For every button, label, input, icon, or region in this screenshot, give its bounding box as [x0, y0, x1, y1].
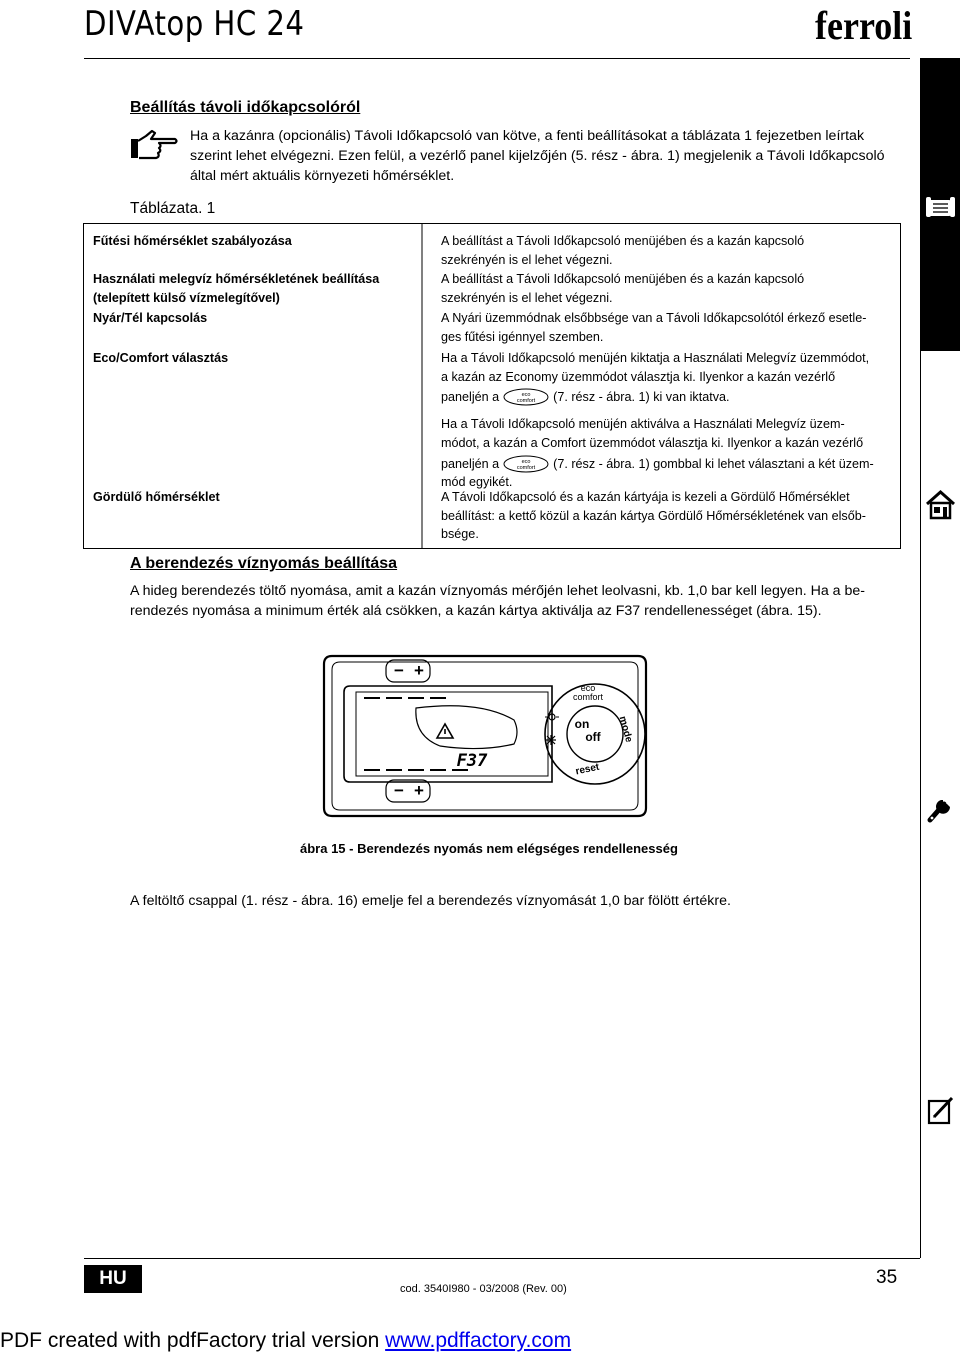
on-off-button[interactable] — [575, 717, 602, 744]
badge-comfort-label: comfort — [516, 398, 536, 405]
cell-text: Nyár/Tél kapcsolás — [93, 311, 208, 325]
cell-text: a kazán az Economy üzemmódot választja ki. Ilyenkor a kazán vezérlő — [441, 369, 836, 384]
heating-minus-button[interactable] — [386, 660, 430, 682]
eco-comfort-button-icon — [503, 388, 549, 406]
eco-label: eco — [580, 683, 596, 693]
reset-button[interactable] — [575, 762, 601, 778]
table-row-1-label — [93, 232, 413, 251]
badge-eco-label: eco — [521, 458, 531, 465]
control-panel-figure — [320, 648, 650, 824]
notes-icon — [924, 1093, 957, 1126]
dhw-minus-button[interactable] — [386, 780, 430, 802]
cell-text: módot, a kazán a Comfort üzemmódot választja ki. Ilyenkor a kazán vezérlő — [441, 435, 864, 450]
cell-text-with-badge — [441, 388, 893, 407]
table-row-1-value — [441, 232, 893, 269]
house-icon — [924, 488, 957, 521]
cell-text: (7. rész - ábra. 1) ki van iktatva. — [553, 390, 730, 405]
cell-text: Ha a Távoli Időkapcsoló menüjén aktiválva a Használati Melegvíz üzem- — [441, 417, 845, 432]
off-label: off — [585, 730, 601, 744]
cell-text: szekrényén is el lehet végezni. — [441, 290, 613, 305]
water-pressure-paragraph — [130, 581, 910, 621]
cell-text: Gördülő hőmérséklet — [93, 490, 220, 504]
cell-text: Használati melegvíz hőmérsékletének beállítása — [93, 272, 380, 286]
cell-text: Eco/Comfort választás — [93, 351, 229, 365]
reset-label: reset — [574, 761, 601, 778]
snowflake-icon — [546, 735, 556, 745]
cell-text: A Távoli Időkapcsoló és a kazán kártyája is kezeli a Gördülő Hőmérséklet — [441, 490, 850, 504]
cell-text: A Nyári üzemmódnak elsőbbsége van a Távoli Időkapcsolótól érkező esetle- — [441, 311, 867, 325]
page-number: 35 — [876, 1267, 898, 1288]
eco-comfort-button-icon — [503, 455, 549, 473]
badge-comfort-label: comfort — [516, 464, 536, 471]
table-row-2-label — [93, 270, 413, 307]
error-code-display: F37 — [456, 751, 488, 771]
comfort-label: comfort — [572, 692, 604, 702]
table-row-4-value — [441, 349, 893, 492]
cell-text-with-badge — [441, 455, 893, 474]
cell-text: Fűtési hőmérséklet szabályozása — [93, 234, 292, 248]
note-line: által mért aktuális környezeti hőmérséklet. — [190, 168, 455, 184]
table-row-2-value — [441, 270, 893, 307]
cell-text: beállítást: a kettő közül a kazán kártya Gördülő Hőmérsékletének van elsőb- — [441, 508, 866, 523]
cell-text: A beállítást a Távoli Időkapcsoló menüjében és a kazán kapcsoló — [441, 272, 805, 286]
pointing-hand-icon — [128, 128, 180, 164]
plus-label: + — [414, 661, 424, 680]
document-title: DIVAtop HC 24 — [84, 4, 305, 44]
wrench-icon — [924, 790, 957, 823]
pdffactory-link[interactable]: www.pdffactory.com — [385, 1329, 572, 1352]
table-row-3-label — [93, 309, 413, 328]
document-code: cod. 3540I980 - 03/2008 (Rev. 00) — [400, 1283, 567, 1295]
header-divider — [84, 58, 910, 59]
refill-instruction: A feltöltő csappal (1. rész - ábra. 16) emelje fel a berendezés víznyomását 1,0 bar fölött értékre. — [130, 893, 731, 909]
table-row-5-value — [441, 488, 893, 544]
warning-icon — [437, 724, 453, 738]
cell-text: bsége. — [441, 527, 479, 542]
cell-text: paneljén a — [441, 456, 500, 471]
eco-comfort-button[interactable] — [573, 683, 604, 702]
figure-caption: ábra 15 - Berendezés nyomás nem elégséges rendellenesség — [300, 841, 678, 856]
section-heading-water-pressure: A berendezés víznyomás beállítása — [130, 555, 398, 572]
plus-label: + — [414, 781, 424, 800]
table-row-5-label — [93, 488, 413, 507]
minus-label: − — [394, 661, 404, 680]
table-label: Táblázata. 1 — [130, 200, 216, 217]
mode-label: mode — [616, 715, 635, 744]
pdf-trial-banner — [0, 1329, 571, 1353]
cell-text: Ha a Távoli Időkapcsoló menüjén kiktatja a Használati Melegvíz üzemmódot, — [441, 351, 870, 365]
user-manual-icon — [924, 190, 957, 223]
footer-divider — [84, 1258, 920, 1259]
table-row-3-value — [441, 309, 893, 346]
note-line: Ha a kazánra (opcionális) Távoli Időkapcsoló van kötve, a fenti beállításokat a táblázata 1 fejezetben leírtak — [190, 128, 865, 144]
badge-eco-label: eco — [521, 392, 531, 399]
mode-button[interactable] — [617, 715, 635, 744]
on-label: on — [574, 717, 590, 731]
table-row-4-label — [93, 349, 413, 368]
cell-text: (telepített külső vízmelegítővel) — [93, 290, 280, 305]
cell-text: szekrényén is el lehet végezni. — [441, 252, 613, 267]
cell-text: ges fűtési igénnyel szemben. — [441, 329, 604, 344]
section-heading-remote-timer: Beállítás távoli időkapcsolóról — [130, 99, 361, 116]
banner-text: PDF created with pdfFactory trial version — [0, 1329, 386, 1352]
remote-timer-note — [190, 126, 910, 186]
brand-logo: ferroli — [815, 3, 913, 48]
minus-label: − — [394, 781, 404, 800]
cell-text: paneljén a — [441, 390, 500, 405]
note-line: szerint lehet elvégezni. Ezen felül, a vezérlő panel kijelzőjén (5. rész - ábra. 1) megjelenik a Távoli Időkapcsoló — [190, 148, 885, 164]
cell-text: mód egyikét. — [441, 475, 513, 490]
paragraph-line: rendezés nyomása a minimum érték alá csökken, a kazán kártya aktiválja az F37 rendellenességet (ábra. 15). — [130, 603, 822, 619]
paragraph-line: A hideg berendezés töltő nyomása, amit a kazán víznyomás mérőjén lehet leolvasni, kb. 1,0 bar kell legyen. Ha a be- — [130, 583, 866, 599]
language-badge: HU — [84, 1265, 142, 1293]
cell-text: (7. rész - ábra. 1) gombbal ki lehet választani a két üzem- — [553, 456, 874, 471]
cell-text: A beállítást a Távoli Időkapcsoló menüjében és a kazán kapcsoló — [441, 234, 805, 248]
